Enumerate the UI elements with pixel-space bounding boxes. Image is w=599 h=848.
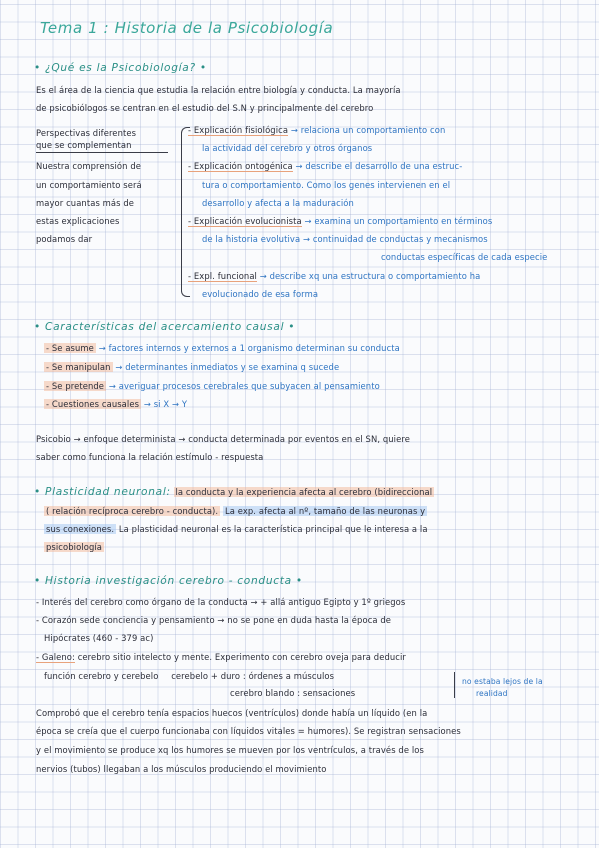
history-line-ventricles-3: y el movimiento se produce xq los humores se mueven por los ventrículos, a través de los: [36, 745, 424, 755]
plasticity-line-2: ( relación recíproca cerebro - conducta). La exp. afecta al nº, tamaño de las neuronas y: [46, 506, 426, 516]
divider: [36, 152, 168, 153]
explanation-physiological-cont: la actividad del cerebro y otros órganos: [202, 143, 373, 153]
left-note-4: un comportamiento será: [36, 180, 142, 190]
history-line-cerebelo: función cerebro y cerebelo cerebelo + duro : órdenes a músculos: [44, 671, 335, 681]
history-line-ventricles-4: nervios (tubos) llegaban a los músculos produciendo el movimiento: [36, 764, 327, 774]
left-note-7: podamos dar: [36, 234, 93, 244]
psychobio-deterministic-2: saber como funciona la relación estímulo - respuesta: [36, 452, 264, 462]
intro-line-1: Es el área de la ciencia que estudia la relación entre biología y conducta. La mayoría: [36, 85, 401, 95]
plasticity-line-4: psicobiología: [46, 542, 103, 552]
section-heading-causal: • Características del acercamiento causal •: [34, 321, 296, 333]
causal-point-questions: - Cuestiones causales → si X → Y: [46, 399, 188, 409]
causal-point-aim: - Se pretende → averiguar procesos cerebrales que subyacen al pensamiento: [46, 381, 380, 391]
left-note-2: que se complementan: [36, 140, 132, 150]
note-realidad-1: no estaba lejos de la: [462, 677, 543, 686]
psychobio-deterministic-1: Psicobio → enfoque determinista → conducta determinada por eventos en el SN, quiere: [36, 434, 410, 444]
history-line-ventricles-2: época se creía que el cuerpo funcionaba con líquidos vitales = humores). Se registran sensaciones: [36, 726, 461, 736]
history-line-cerebro-blando: cerebro blando : sensaciones: [230, 688, 356, 698]
causal-point-manipulate: - Se manipulan → determinantes inmediatos y se examina q sucede: [46, 362, 340, 372]
section-heading-history: • Historia investigación cerebro - conducta •: [34, 575, 303, 587]
plasticity-line-1: • Plasticidad neuronal: la conducta y la experiencia afecta al cerebro (bidireccional: [34, 486, 433, 498]
causal-point-assume: - Se asume → factores internos y externos a 1 organismo determinan su conducta: [46, 343, 400, 353]
explanation-functional: - Expl. funcional → describe xq una estructura o comportamiento ha: [188, 271, 481, 281]
page-title: Tema 1 : Historia de la Psicobiología: [40, 19, 334, 37]
explanation-physiological: - Explicación fisiológica → relaciona un comportamiento con: [188, 125, 446, 135]
note-brace: [454, 672, 455, 698]
plasticity-line-3: sus conexiones. La plasticidad neuronal es la característica principal que le interesa a la: [46, 524, 428, 534]
explanation-ontogenic: - Explicación ontogénica → describe el desarrollo de una estruc-: [188, 161, 463, 171]
explanation-evolutionary: - Explicación evolucionista → examina un comportamiento en términos: [188, 216, 493, 226]
history-line-1: - Interés del cerebro como órgano de la conducta → + allá antiguo Egipto y 1º griegos: [36, 597, 406, 607]
explanation-evolutionary-species: conductas específicas de cada especie: [381, 252, 548, 262]
explanation-ontogenic-cont-1: tura o comportamiento. Como los genes intervienen en el: [202, 180, 451, 190]
history-line-ventricles-1: Comprobó que el cerebro tenía espacios huecos (ventrículos) donde había un líquido (en la: [36, 708, 428, 718]
section-heading-que-es: • ¿Qué es la Psicobiología? •: [34, 62, 207, 74]
explanation-functional-cont: evolucionado de esa forma: [202, 289, 319, 299]
left-note-5: mayor cuantas más de: [36, 198, 135, 208]
history-line-2: - Corazón sede conciencia y pensamiento → no se pone en duda hasta la época de: [36, 615, 392, 625]
history-line-3: Hipócrates (460 - 379 ac): [44, 633, 154, 643]
explanation-ontogenic-cont-2: desarrollo y afecta a la maduración: [202, 198, 354, 208]
history-line-galeno: - Galeno: cerebro sitio intelecto y mente. Experimento con cerebro oveja para deducir: [36, 652, 406, 662]
intro-line-2: de psicobiólogos se centran en el estudio del S.N y principalmente del cerebro: [36, 103, 374, 113]
left-note-3: Nuestra comprensión de: [36, 161, 141, 171]
left-note-1: Perspectivas diferentes: [36, 128, 137, 138]
left-note-6: estas explicaciones: [36, 216, 120, 226]
note-realidad-2: realidad: [476, 689, 508, 698]
explanation-evolutionary-cont: de la historia evolutiva → continuidad de conductas y mecanismos: [202, 234, 488, 244]
